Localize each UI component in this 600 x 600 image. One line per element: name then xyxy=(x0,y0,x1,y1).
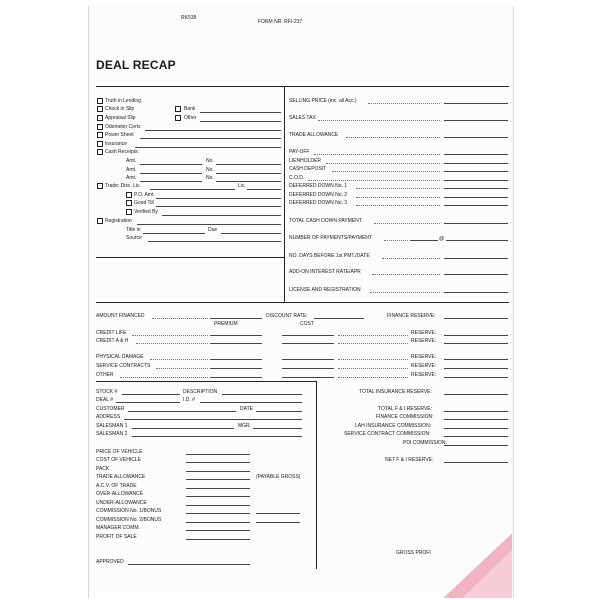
no-line-3[interactable] xyxy=(216,181,281,182)
salesman2-line[interactable] xyxy=(132,436,302,437)
label-at: @ xyxy=(439,236,445,242)
dd3-line[interactable] xyxy=(444,205,508,206)
label-mgr: MGR. xyxy=(238,423,252,429)
cod-leader xyxy=(308,180,440,181)
label-titlein: Title in xyxy=(126,227,141,233)
creditah-leader xyxy=(136,343,208,344)
label-bank: Bank xyxy=(184,106,196,112)
mgr-line[interactable] xyxy=(253,428,302,429)
pdicomm-line[interactable] xyxy=(444,445,508,446)
label-license: LICENSE AND REGISTRATION xyxy=(289,287,361,293)
lienholder-leader xyxy=(326,163,440,164)
profit-line[interactable] xyxy=(186,539,250,540)
approved-line[interactable] xyxy=(128,564,250,565)
label-date: DATE xyxy=(240,406,253,412)
physdamage-reserve[interactable] xyxy=(444,359,508,360)
registration-line[interactable] xyxy=(137,224,281,225)
trade-disc-line[interactable] xyxy=(150,189,235,190)
label-reserve-4: RESERVE: xyxy=(411,363,437,369)
due-line[interactable] xyxy=(221,233,281,234)
page-curl xyxy=(444,520,512,598)
service-reserve[interactable] xyxy=(444,368,508,369)
checkbox-cash[interactable] xyxy=(97,149,103,155)
deal-line[interactable] xyxy=(116,402,180,403)
label-amt-1: Amt. xyxy=(126,158,137,164)
other-leader xyxy=(120,377,208,378)
underallow-line[interactable] xyxy=(186,505,250,506)
comm2-line[interactable] xyxy=(186,522,250,523)
comm2-extra-line[interactable] xyxy=(256,522,300,523)
label-reserve-3: RESERVE: xyxy=(411,354,437,360)
amountfin-line[interactable] xyxy=(210,318,262,319)
label-profit: PROFIT OF SALE xyxy=(96,534,137,540)
label-approved: APPROVED xyxy=(96,559,124,565)
salestax-leader xyxy=(318,120,440,121)
label-po: P.O. Amt. xyxy=(134,192,155,198)
fincomm-line[interactable] xyxy=(444,419,508,420)
form-number: FORM NR. RFI-237 xyxy=(258,19,303,25)
label-truth: Truth in Lending xyxy=(105,98,141,104)
label-finreserve: FINANCE RESERVE: xyxy=(387,313,436,319)
tradeallow-line[interactable] xyxy=(444,137,508,138)
label-id: I.D. # xyxy=(183,397,195,403)
label-dd1: DEFERRED DOWN No. 1 xyxy=(289,183,348,189)
addon-leader xyxy=(372,274,440,275)
cashdep-leader xyxy=(332,171,440,172)
checkbox-trade[interactable] xyxy=(97,183,103,189)
comm1-line[interactable] xyxy=(186,513,250,514)
lienholder-line[interactable] xyxy=(444,163,508,164)
comm1-extra-line[interactable] xyxy=(256,513,300,514)
power-line[interactable] xyxy=(140,138,281,139)
other-reserve[interactable] xyxy=(444,377,508,378)
bank-line[interactable] xyxy=(200,112,281,113)
costveh-line[interactable] xyxy=(186,462,250,463)
date-line[interactable] xyxy=(256,411,302,412)
dd3-leader xyxy=(356,205,440,206)
label-comm1: COMMISSION No. 1/BONUS xyxy=(96,508,162,514)
license-leader xyxy=(370,292,440,293)
creditah-mid-leader xyxy=(338,343,408,344)
label-gross: GROSS PROFI xyxy=(396,550,431,556)
label-servcomm: SERVICE CONTRACT COMMISSION: xyxy=(344,431,431,437)
mid-rule xyxy=(96,302,509,303)
dd2-line[interactable] xyxy=(444,197,508,198)
customer-line[interactable] xyxy=(128,411,236,412)
label-premium: PREMIUM xyxy=(214,321,238,327)
dd2-leader xyxy=(356,197,440,198)
totalcash-leader xyxy=(374,223,440,224)
creditlife-reserve[interactable] xyxy=(444,335,508,336)
service-premium[interactable] xyxy=(210,368,262,369)
dd1-leader xyxy=(356,188,440,189)
label-tradeallow2: TRADE ALLOWANCE xyxy=(96,474,146,480)
no-line-2[interactable] xyxy=(216,173,281,174)
center-divider xyxy=(284,86,285,302)
label-goodtill: Good Till xyxy=(134,200,154,206)
label-service: SERVICE CONTRACTS xyxy=(96,363,151,369)
stock-line[interactable] xyxy=(122,394,180,395)
label-no-2: No. xyxy=(206,167,214,173)
checkbox-verified[interactable] xyxy=(126,209,132,215)
label-trade: Trade: Disc. Lic. xyxy=(105,183,141,189)
label-creditah: CREDIT A & H xyxy=(96,338,129,344)
label-deal: DEAL # xyxy=(96,397,114,403)
label-amt-2: Amt. xyxy=(126,167,137,173)
label-lic: Lic. xyxy=(238,183,246,189)
label-amountfin: AMOUNT FINANCED xyxy=(96,313,145,319)
label-payoff: PAY-OFF xyxy=(289,149,310,155)
totalcash-line[interactable] xyxy=(444,223,508,224)
creditah-reserve[interactable] xyxy=(444,343,508,344)
label-no-1: No. xyxy=(206,158,214,164)
label-costveh: COST OF VEHICLE xyxy=(96,457,141,463)
amountfin-leader xyxy=(152,318,208,319)
label-numpay: NUMBER OF PAYMENTS/PAYMENT xyxy=(289,235,372,241)
other-cost[interactable] xyxy=(282,377,334,378)
label-stock: STOCK # xyxy=(96,389,118,395)
label-salesman1: SALESMAN 1 xyxy=(96,423,128,429)
label-other: Other xyxy=(184,115,197,121)
discount-line[interactable] xyxy=(314,318,364,319)
creditah-premium[interactable] xyxy=(210,343,262,344)
checkbox-registration[interactable] xyxy=(97,218,103,224)
label-cash: Cash Receipts: xyxy=(105,149,139,155)
selling-leader xyxy=(368,103,440,104)
service-cost[interactable] xyxy=(282,368,334,369)
nodays-line[interactable] xyxy=(444,258,508,259)
checkbox-odometer[interactable] xyxy=(97,124,103,130)
po-line[interactable] xyxy=(156,198,281,199)
label-no-3: No. xyxy=(206,175,214,181)
label-addon: ADD-ON INTEREST RATE/APR xyxy=(289,269,361,275)
creditlife-premium[interactable] xyxy=(210,335,262,336)
label-acv: A.C.V. OF TRADE xyxy=(96,483,137,489)
label-checkin: Check in Slip xyxy=(105,106,135,112)
label-salestax: SALES TAX xyxy=(289,115,316,121)
checkbox-truth[interactable] xyxy=(97,98,103,104)
pack-line[interactable] xyxy=(186,471,250,472)
amt-line-2[interactable] xyxy=(140,173,202,174)
checkbox-po[interactable] xyxy=(126,192,132,198)
label-lahcomm: LAH INSURANCE COMMISSION: xyxy=(355,423,432,429)
addon-line[interactable] xyxy=(444,274,508,275)
deal-top-rule xyxy=(96,381,316,382)
titlein-line[interactable] xyxy=(143,233,205,234)
nodays-leader xyxy=(382,258,440,259)
checkbox-appraisal[interactable] xyxy=(97,115,103,121)
lahcomm-line[interactable] xyxy=(444,428,508,429)
odometer-line[interactable] xyxy=(145,130,281,131)
other-mid-leader xyxy=(338,377,408,378)
totalins-line[interactable] xyxy=(444,394,508,395)
checklist-bottom-rule xyxy=(96,257,284,258)
netfi-line[interactable] xyxy=(444,462,508,463)
amt-line-3[interactable] xyxy=(140,181,202,182)
label-totalins: TOTAL INSURANCE RESERVE: xyxy=(359,389,432,395)
label-physdamage: PHYSICAL DAMAGE xyxy=(96,354,144,360)
tradeallow2-line[interactable] xyxy=(186,479,250,480)
label-power: Power Sheet xyxy=(105,132,134,138)
other-premium[interactable] xyxy=(210,377,262,378)
other-line[interactable] xyxy=(200,121,281,122)
label-discount: DISCOUNT RATE: xyxy=(266,313,308,319)
label-underallow: UNDER-ALLOWANCE xyxy=(96,500,147,506)
label-source: Source xyxy=(126,235,142,241)
label-comm2: COMMISSION No. 2/BONUS xyxy=(96,517,162,523)
address-line[interactable] xyxy=(124,419,302,420)
label-fincomm: FINANCE COMMISSION: xyxy=(376,414,434,420)
verified-line[interactable] xyxy=(162,215,281,216)
salestax-line[interactable] xyxy=(444,120,508,121)
label-reserve-5: RESERVE: xyxy=(411,372,437,378)
numpay-leader xyxy=(384,240,408,241)
label-netfi: NET F & I RESERVE: xyxy=(385,457,434,463)
page-title: DEAL RECAP xyxy=(96,58,176,72)
label-verified: Verified By xyxy=(134,209,158,215)
form-code: RK538 xyxy=(181,15,197,21)
label-cost: COST xyxy=(300,321,314,327)
label-tradeallow: TRADE ALLOWANCE xyxy=(289,132,339,138)
label-creditlife: CREDIT LIFE xyxy=(96,330,127,336)
servcomm-line[interactable] xyxy=(444,436,508,437)
insurance-line[interactable] xyxy=(135,147,281,148)
label-customer: CUSTOMER xyxy=(96,406,125,412)
checkbox-goodtill[interactable] xyxy=(126,200,132,206)
mgrcomm-line[interactable] xyxy=(186,530,250,531)
id-line[interactable] xyxy=(200,402,302,403)
tradeallow-leader xyxy=(346,137,440,138)
label-salesman2: SALESMAN 2 xyxy=(96,431,128,437)
creditlife-mid-leader xyxy=(338,335,408,336)
label-totalcash: TOTAL CASH DOWN PAYMENT xyxy=(289,218,362,224)
label-amt-3: Amt. xyxy=(126,175,137,181)
deal-right-rule xyxy=(316,381,317,569)
label-nodays: NO. DAYS BEFORE 1st PMT./DATE xyxy=(289,253,370,259)
label-totalfi: TOTAL F & I RESERVE: xyxy=(378,406,432,412)
acv-line[interactable] xyxy=(186,488,250,489)
source-line[interactable] xyxy=(148,241,281,242)
label-overallow: OVER-ALLOWANCE xyxy=(96,491,144,497)
creditah-cost[interactable] xyxy=(282,343,334,344)
label-reserve-2: RESERVE: xyxy=(411,338,437,344)
service-mid-leader xyxy=(338,368,408,369)
no-line-1[interactable] xyxy=(216,164,281,165)
cashdep-line[interactable] xyxy=(444,171,508,172)
top-rule xyxy=(96,86,509,87)
label-odometer: Odometer Certs xyxy=(105,124,141,130)
label-pdicomm: PDI COMMISSION: xyxy=(403,440,447,446)
label-insurance: Insurance xyxy=(105,141,127,147)
label-appraisal: Appraisal Slip xyxy=(105,115,136,121)
label-lienholder: LIENHOLDER xyxy=(289,158,321,164)
label-due: Due xyxy=(208,227,218,233)
license-line[interactable] xyxy=(444,292,508,293)
checkbox-other[interactable] xyxy=(175,115,181,121)
label-dd2: DEFERRED DOWN No. 2 xyxy=(289,192,348,198)
overallow-line[interactable] xyxy=(186,496,250,497)
label-price: PRICE OF VEHICLE xyxy=(96,449,143,455)
label-description: DESCRIPTION xyxy=(183,389,218,395)
physdamage-cost[interactable] xyxy=(282,359,334,360)
label-dd3: DEFERRED DOWN No. 3 xyxy=(289,200,348,206)
creditlife-cost[interactable] xyxy=(282,335,334,336)
goodtill-line[interactable] xyxy=(156,206,281,207)
label-pack: PACK xyxy=(96,466,110,472)
label-cod: C.O.D. xyxy=(289,175,305,181)
amt-line-1[interactable] xyxy=(140,164,202,165)
creditlife-leader xyxy=(132,335,208,336)
numpay-line[interactable] xyxy=(410,240,438,241)
physdamage-premium[interactable] xyxy=(210,359,262,360)
physdamage-leader xyxy=(150,359,208,360)
label-registration: Registration xyxy=(105,218,132,224)
selling-line[interactable] xyxy=(444,103,508,104)
finreserve-line[interactable] xyxy=(444,318,508,319)
checkbox-bank[interactable] xyxy=(175,106,181,112)
label-address: ADDRESS xyxy=(96,414,121,420)
checkbox-insurance[interactable] xyxy=(97,141,103,147)
totalfi-line[interactable] xyxy=(444,411,508,412)
label-other: OTHER xyxy=(96,372,114,378)
label-payable: (PAYABLE GROSS) xyxy=(256,474,301,480)
label-mgrcomm: MANAGER COMM. xyxy=(96,525,140,531)
checkbox-checkin[interactable] xyxy=(97,106,103,112)
dd1-line[interactable] xyxy=(444,188,508,189)
payment-line[interactable] xyxy=(446,240,508,241)
label-reserve-1: RESERVE: xyxy=(411,330,437,336)
price-line[interactable] xyxy=(186,454,250,455)
lic-line[interactable] xyxy=(247,189,281,190)
payoff-line[interactable] xyxy=(444,154,508,155)
physdamage-mid-leader xyxy=(338,359,408,360)
salesman1-line[interactable] xyxy=(132,428,234,429)
service-leader xyxy=(156,368,208,369)
cod-line[interactable] xyxy=(444,180,508,181)
label-cashdep: CASH DEPOSIT xyxy=(289,166,327,172)
description-line[interactable] xyxy=(222,394,302,395)
label-selling: SELLING PRICE (inc. all Acc.) xyxy=(289,98,357,104)
payoff-leader xyxy=(314,154,440,155)
checkbox-power[interactable] xyxy=(97,132,103,138)
